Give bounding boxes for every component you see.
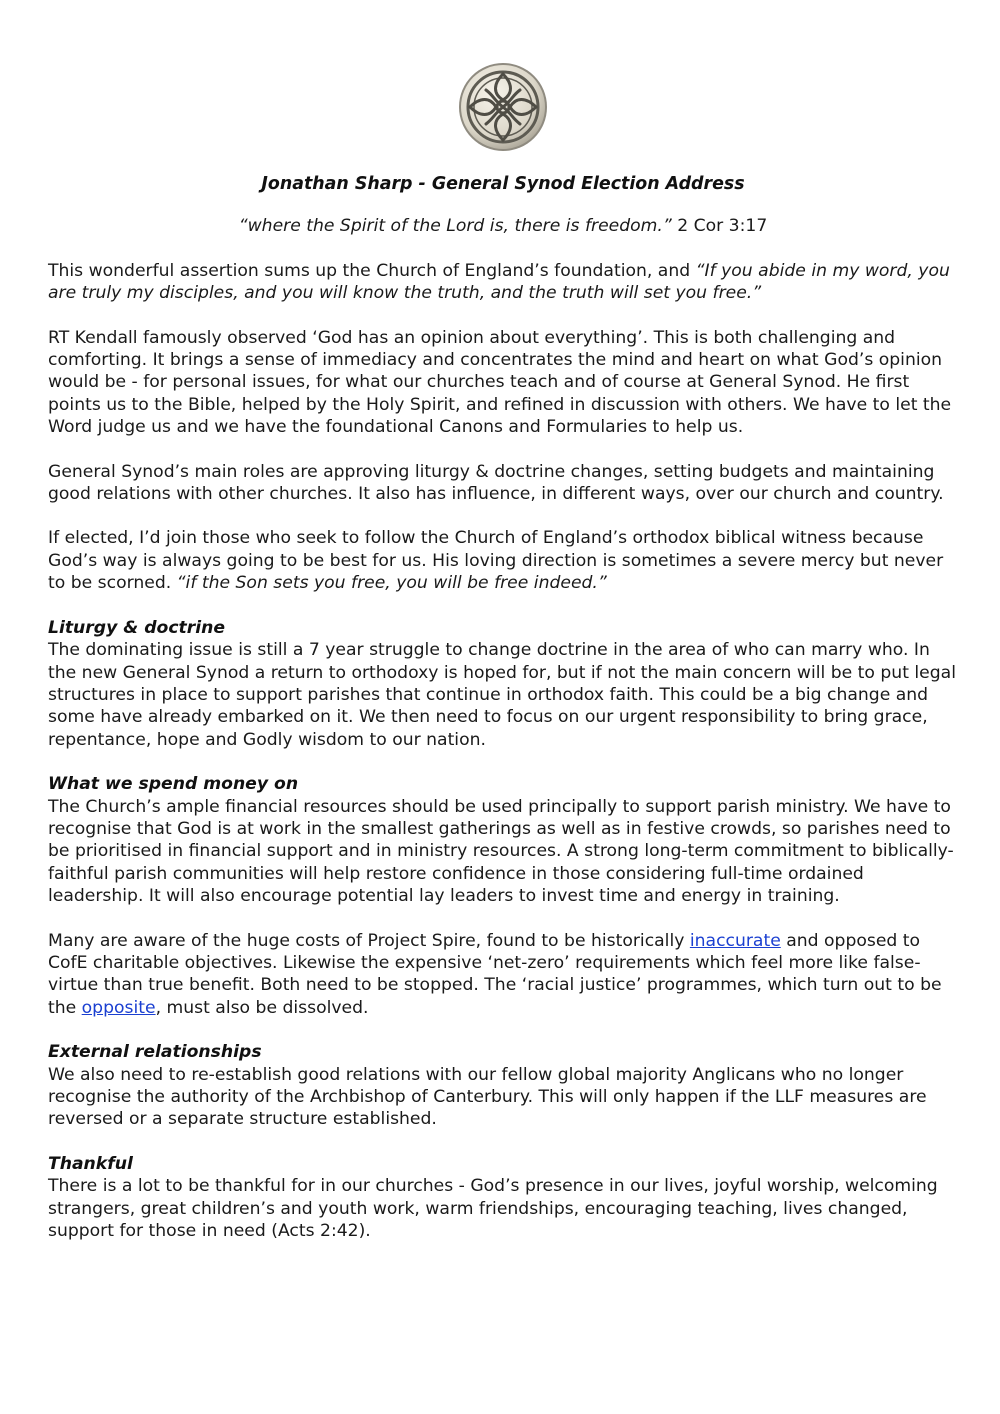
- epigraph: [48, 215, 958, 237]
- epigraph-quote: “where the Spirit of the Lord is, there is freedom.”: [238, 216, 672, 237]
- roles-paragraph: General Synod’s main roles are approving liturgy & doctrine changes, setting budgets and maintaining good relations with other churches. It also has influence, in different ways, over our church and country.: [48, 461, 944, 505]
- section-body: The dominating issue is still a 7 year struggle to change doctrine in the area of who can marry who. In the new General Synod a return to orthodoxy is hoped for, but if not the main concern will be to put legal structures in place to support parishes that continue in orthodox faith. This could be a big change and some have already embarked on it. We then need to focus on our urgent responsibility to bring grace, repentance, hope and Godly wisdom to our nation.: [48, 640, 956, 750]
- body-text: and opposed to CofE charitable objectives. Likewise the expensive ‘net-zero’ requirements which feel more like false-virtue than true benefit. Both need to be stopped. The ‘racial justice’ programmes, which turn out to be the: [48, 930, 942, 1018]
- section-thankful: [48, 1153, 958, 1243]
- inaccurate-link[interactable]: inaccurate: [689, 930, 781, 951]
- elected-quote: “if the Son sets you free, you will be free indeed.”: [176, 573, 607, 594]
- intro-paragraph: [48, 260, 958, 305]
- opposite-link[interactable]: opposite: [81, 997, 156, 1018]
- section-heading: Thankful: [48, 1153, 133, 1174]
- body-text: Many are aware of the huge costs of Project Spire, found to be historically: [48, 930, 690, 951]
- section-external-relationships: [48, 1041, 958, 1131]
- section-heading: Liturgy & doctrine: [48, 617, 226, 638]
- section-body: The Church’s ample financial resources should be used principally to support parish ministry. We have to recognise that God is at work in the smallest gatherings as well as in festive crowds, so parishes need to be prioritised in financial support and in ministry resources. A strong long-term commitment to biblically-faithful parish communities will help restore confidence in those considering full-time ordained leadership. It will also encourage potential lay leaders to invest time and energy in training.: [48, 796, 954, 907]
- section-heading: External relationships: [48, 1042, 262, 1063]
- celtic-knot-emblem-icon: [458, 62, 548, 152]
- section-spending: [48, 773, 958, 1019]
- section-body-continued: [48, 930, 958, 1020]
- epigraph-reference: 2 Cor 3:17: [671, 216, 768, 237]
- body-text: , must also be dissolved.: [155, 997, 369, 1018]
- elected-paragraph: [48, 527, 958, 594]
- section-body: We also need to re-establish good relations with our fellow global majority Anglicans who no longer recognise the authority of the Archbishop of Canterbury. This will only happen if the LLF measures are reversed or a separate structure established.: [48, 1064, 927, 1130]
- section-liturgy-doctrine: [48, 617, 958, 751]
- section-heading: What we spend money on: [48, 774, 299, 795]
- intro-quote: “If you abide in my word, you are truly my disciples, and you will know the truth, and the truth will set you free.”: [48, 260, 950, 304]
- celtic-knot-emblem-graphic: [458, 62, 548, 152]
- document-title: Jonathan Sharp - General Synod Election Address: [261, 174, 745, 194]
- elected-text: If elected, I’d join those who seek to follow the Church of England’s orthodox biblical witness because God’s way is always going to be best for us. His loving direction is sometimes a severe mercy but never to be scorned.: [48, 528, 944, 594]
- section-body: There is a lot to be thankful for in our churches - God’s presence in our lives, joyful worship, welcoming strangers, great children’s and youth work, warm friendships, encouraging teaching, lives changed, support for those in need (Acts 2:42).: [48, 1176, 938, 1242]
- intro-text: This wonderful assertion sums up the Church of England’s foundation, and: [48, 260, 696, 281]
- kendall-paragraph: RT Kendall famously observed ‘God has an opinion about everything’. This is both challenging and comforting. It brings a sense of immediacy and concentrates the mind and heart on what God’s opinion would be - for personal issues, for what our churches teach and of course at General Synod. He first points us to the Bible, helped by the Holy Spirit, and refined in discussion with others. We have to let the Word judge us and we have the foundational Canons and Formularies to help us.: [48, 327, 952, 438]
- document-body: [48, 173, 958, 1264]
